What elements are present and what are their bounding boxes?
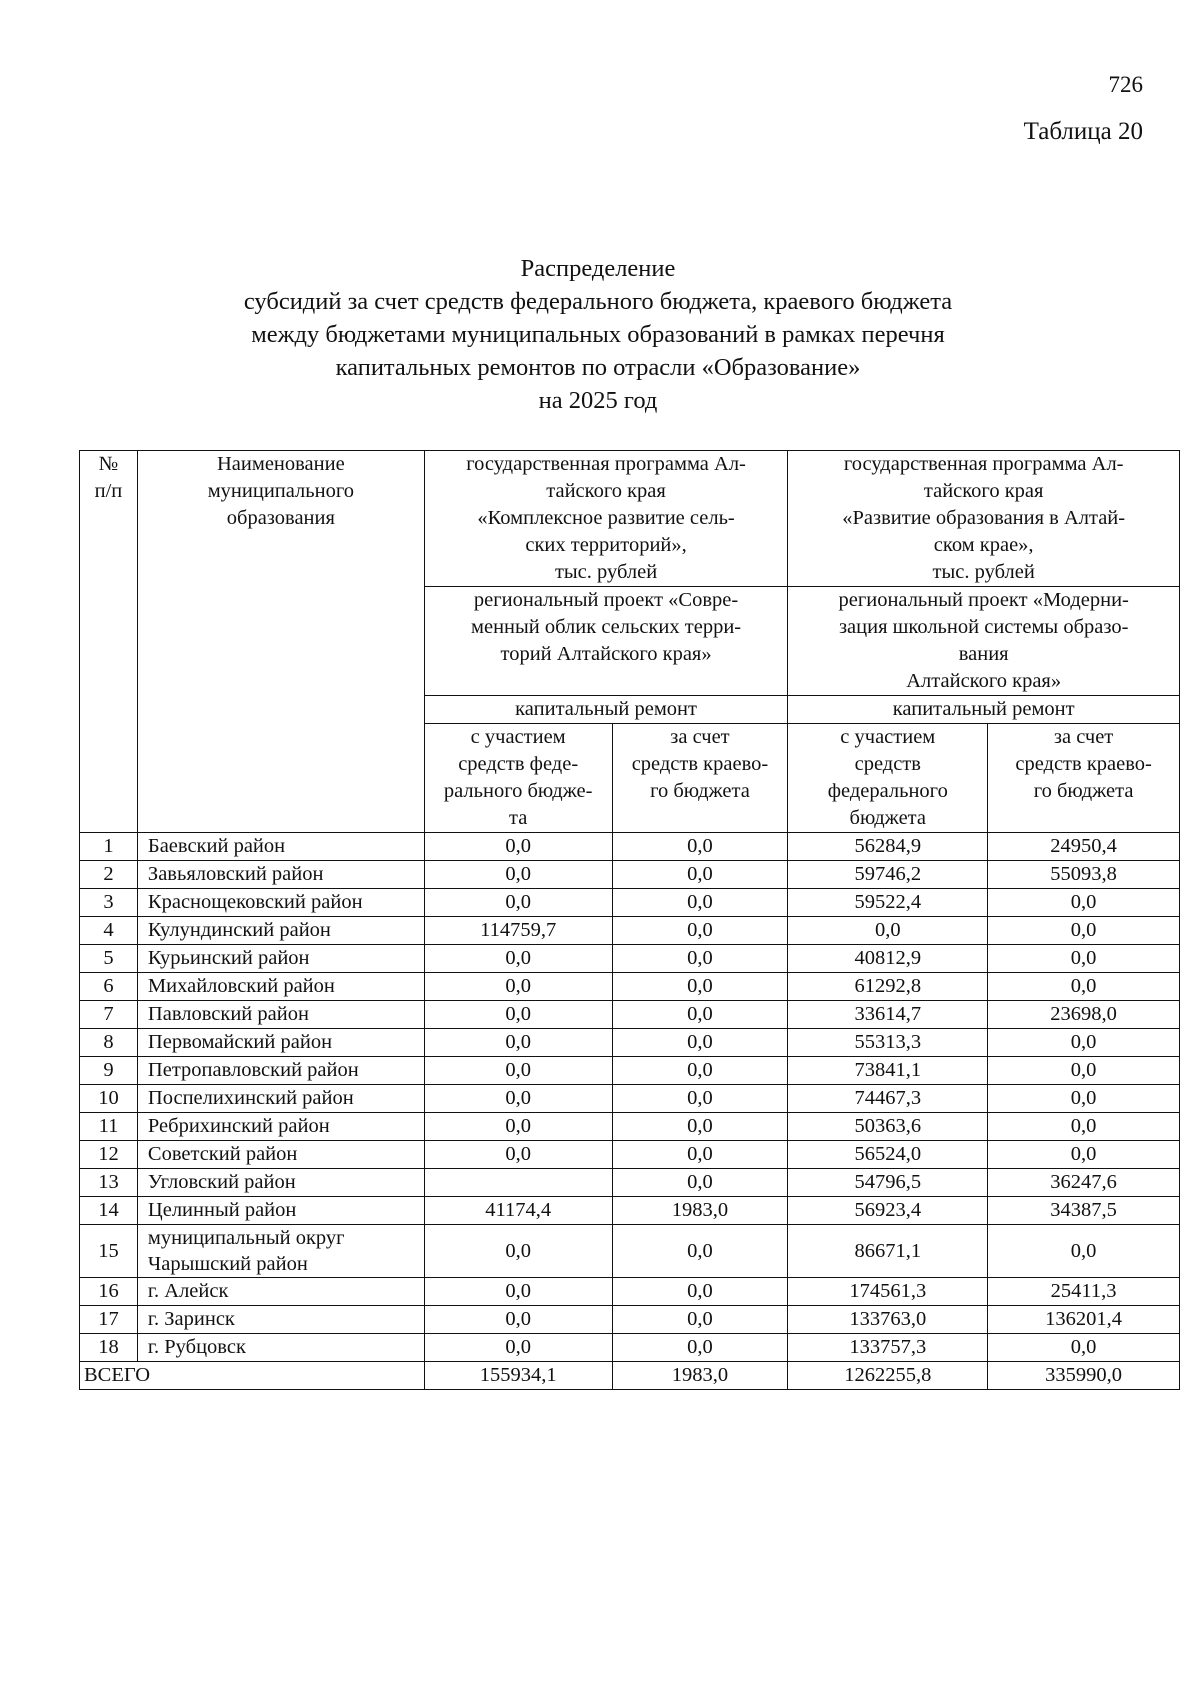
header-project-2: региональный проект «Модерни- зация школьной системы образо- вания Алтайского края»: [788, 587, 1180, 696]
row-value: 0,0: [788, 917, 988, 945]
row-value: 0,0: [612, 1113, 788, 1141]
header-project-1: региональный проект «Совре- менный облик сельских терри- торий Алтайского края»: [424, 587, 788, 696]
row-value: 86671,1: [788, 1225, 988, 1278]
table-row: [80, 1334, 1180, 1362]
subsidy-table: [79, 450, 1180, 1390]
row-value: 0,0: [988, 1334, 1180, 1362]
table-body: [80, 833, 1180, 1362]
row-name: Кулундинский район: [137, 917, 424, 945]
header-capital-repair-1: капитальный ремонт: [424, 696, 788, 724]
row-number: 1: [80, 833, 138, 861]
total-value: 335990,0: [988, 1362, 1180, 1390]
row-value: 0,0: [612, 861, 788, 889]
title-line: между бюджетами муниципальных образований в рамках перечня: [251, 321, 945, 348]
row-value: 0,0: [424, 1278, 612, 1306]
row-value: 0,0: [424, 1001, 612, 1029]
row-number: 17: [80, 1306, 138, 1334]
row-number: 8: [80, 1029, 138, 1057]
row-value: 0,0: [988, 945, 1180, 973]
row-number: 16: [80, 1278, 138, 1306]
row-value: 56284,9: [788, 833, 988, 861]
table-row: [80, 1029, 1180, 1057]
row-value: 40812,9: [788, 945, 988, 973]
row-name-line: Чарышский район: [147, 1253, 308, 1275]
table-row: [80, 1001, 1180, 1029]
row-value: 59522,4: [788, 889, 988, 917]
total-row: [80, 1362, 1180, 1390]
row-name: Первомайский район: [137, 1029, 424, 1057]
row-value: 0,0: [424, 833, 612, 861]
row-value: 0,0: [988, 1141, 1180, 1169]
header-program-1: государственная программа Ал- тайского края «Комплексное развитие сель- ских территорий», тыс. рублей: [424, 451, 788, 587]
table-row: [80, 861, 1180, 889]
row-number: 12: [80, 1141, 138, 1169]
row-value: 24950,4: [988, 833, 1180, 861]
table-row: [80, 917, 1180, 945]
row-value: 0,0: [612, 1334, 788, 1362]
row-value: 56923,4: [788, 1197, 988, 1225]
row-name: г. Алейск: [137, 1278, 424, 1306]
row-number: 4: [80, 917, 138, 945]
row-number: 15: [80, 1225, 138, 1278]
row-value: 0,0: [612, 1085, 788, 1113]
row-number: 18: [80, 1334, 138, 1362]
row-value: 0,0: [612, 973, 788, 1001]
row-value: 0,0: [612, 917, 788, 945]
row-name-line: муниципальный округ: [147, 1227, 345, 1249]
row-value: 0,0: [612, 1278, 788, 1306]
row-value: 0,0: [424, 889, 612, 917]
row-name: Поспелихинский район: [137, 1085, 424, 1113]
row-value: 0,0: [612, 945, 788, 973]
row-name: Павловский район: [137, 1001, 424, 1029]
row-name: Михайловский район: [137, 973, 424, 1001]
row-value: 41174,4: [424, 1197, 612, 1225]
row-value: 0,0: [612, 1169, 788, 1197]
row-value: 50363,6: [788, 1113, 988, 1141]
table-row: [80, 833, 1180, 861]
page-number: 726: [1108, 72, 1143, 97]
row-name: Советский район: [137, 1141, 424, 1169]
header-sub-regional-1: за счет средств краево- го бюджета: [612, 724, 788, 833]
row-value: 61292,8: [788, 973, 988, 1001]
row-name: [137, 1225, 424, 1278]
row-value: 0,0: [988, 1057, 1180, 1085]
table-number: Таблица 20: [1023, 118, 1143, 145]
row-number: 10: [80, 1085, 138, 1113]
row-value: 133757,3: [788, 1334, 988, 1362]
total-label: ВСЕГО: [80, 1362, 425, 1390]
row-value: 1983,0: [612, 1197, 788, 1225]
row-value: 0,0: [612, 1029, 788, 1057]
table-row: [80, 1057, 1180, 1085]
table-row: [80, 1141, 1180, 1169]
row-value: 0,0: [988, 1225, 1180, 1278]
table-header: [80, 451, 1180, 833]
row-value: 174561,3: [788, 1278, 988, 1306]
row-value: 0,0: [988, 1085, 1180, 1113]
title-line: на 2025 год: [538, 387, 658, 414]
row-name: Курьинский район: [137, 945, 424, 973]
row-value: 36247,6: [988, 1169, 1180, 1197]
row-name: Краснощековский район: [137, 889, 424, 917]
row-number: 11: [80, 1113, 138, 1141]
row-number: 3: [80, 889, 138, 917]
title-line: капитальных ремонтов по отрасли «Образование»: [335, 354, 861, 381]
document-title: [60, 252, 1136, 417]
table-row: [80, 1169, 1180, 1197]
row-value: 136201,4: [988, 1306, 1180, 1334]
row-number: 9: [80, 1057, 138, 1085]
row-name: Целинный район: [137, 1197, 424, 1225]
row-value: 55093,8: [988, 861, 1180, 889]
header-num: № п/п: [80, 451, 138, 833]
row-value: 56524,0: [788, 1141, 988, 1169]
row-value: 54796,5: [788, 1169, 988, 1197]
table-row: [80, 889, 1180, 917]
total-value: 1262255,8: [788, 1362, 988, 1390]
row-value: 0,0: [988, 973, 1180, 1001]
row-name: г. Заринск: [137, 1306, 424, 1334]
row-value: 0,0: [612, 833, 788, 861]
row-value: 0,0: [612, 1001, 788, 1029]
row-value: 73841,1: [788, 1057, 988, 1085]
row-value: [424, 1169, 612, 1197]
row-name: Завьяловский район: [137, 861, 424, 889]
header-capital-repair-2: капитальный ремонт: [788, 696, 1180, 724]
title-line: субсидий за счет средств федерального бюджета, краевого бюджета: [243, 288, 953, 315]
row-value: 0,0: [612, 1225, 788, 1278]
table-row: [80, 1085, 1180, 1113]
row-value: 0,0: [424, 1306, 612, 1334]
row-value: 0,0: [424, 973, 612, 1001]
row-value: 0,0: [424, 945, 612, 973]
row-number: 2: [80, 861, 138, 889]
row-name: г. Рубцовск: [137, 1334, 424, 1362]
row-value: 133763,0: [788, 1306, 988, 1334]
row-value: 0,0: [988, 889, 1180, 917]
row-name: Петропавловский район: [137, 1057, 424, 1085]
row-value: 23698,0: [988, 1001, 1180, 1029]
table-row: [80, 945, 1180, 973]
row-value: 0,0: [612, 1057, 788, 1085]
row-value: 34387,5: [988, 1197, 1180, 1225]
row-value: 0,0: [424, 1029, 612, 1057]
row-value: 0,0: [988, 1113, 1180, 1141]
row-value: 59746,2: [788, 861, 988, 889]
total-value: 1983,0: [612, 1362, 788, 1390]
header-sub-federal-1: с участием средств феде- рального бюдже- та: [424, 724, 612, 833]
title-line: Распределение: [520, 255, 676, 282]
row-name: Баевский район: [137, 833, 424, 861]
row-number: 7: [80, 1001, 138, 1029]
row-number: 13: [80, 1169, 138, 1197]
header-name: Наименование муниципального образования: [137, 451, 424, 833]
row-value: 0,0: [988, 917, 1180, 945]
table-row: [80, 1113, 1180, 1141]
header-program-2: государственная программа Ал- тайского края «Развитие образования в Алтай- ском крае», тыс. рублей: [788, 451, 1180, 587]
header-sub-regional-2: за счет средств краево- го бюджета: [988, 724, 1180, 833]
row-number: 14: [80, 1197, 138, 1225]
row-value: 0,0: [424, 1057, 612, 1085]
row-value: 0,0: [424, 1113, 612, 1141]
row-number: 6: [80, 973, 138, 1001]
total-value: 155934,1: [424, 1362, 612, 1390]
row-value: 0,0: [988, 1029, 1180, 1057]
row-value: 33614,7: [788, 1001, 988, 1029]
row-value: 74467,3: [788, 1085, 988, 1113]
row-name: Угловский район: [137, 1169, 424, 1197]
row-value: 0,0: [424, 861, 612, 889]
table-row: [80, 1225, 1180, 1278]
row-name: Ребрихинский район: [137, 1113, 424, 1141]
row-value: 0,0: [424, 1334, 612, 1362]
row-value: 55313,3: [788, 1029, 988, 1057]
row-value: 0,0: [612, 1141, 788, 1169]
row-value: 0,0: [424, 1225, 612, 1278]
row-value: 0,0: [424, 1085, 612, 1113]
row-value: 25411,3: [988, 1278, 1180, 1306]
row-value: 0,0: [612, 889, 788, 917]
table-row: [80, 1306, 1180, 1334]
table-row: [80, 973, 1180, 1001]
table-row: [80, 1278, 1180, 1306]
row-value: 0,0: [612, 1306, 788, 1334]
header-sub-federal-2: с участием средств федерального бюджета: [788, 724, 988, 833]
row-value: 0,0: [424, 1141, 612, 1169]
row-number: 5: [80, 945, 138, 973]
row-value: 114759,7: [424, 917, 612, 945]
table-row: [80, 1197, 1180, 1225]
